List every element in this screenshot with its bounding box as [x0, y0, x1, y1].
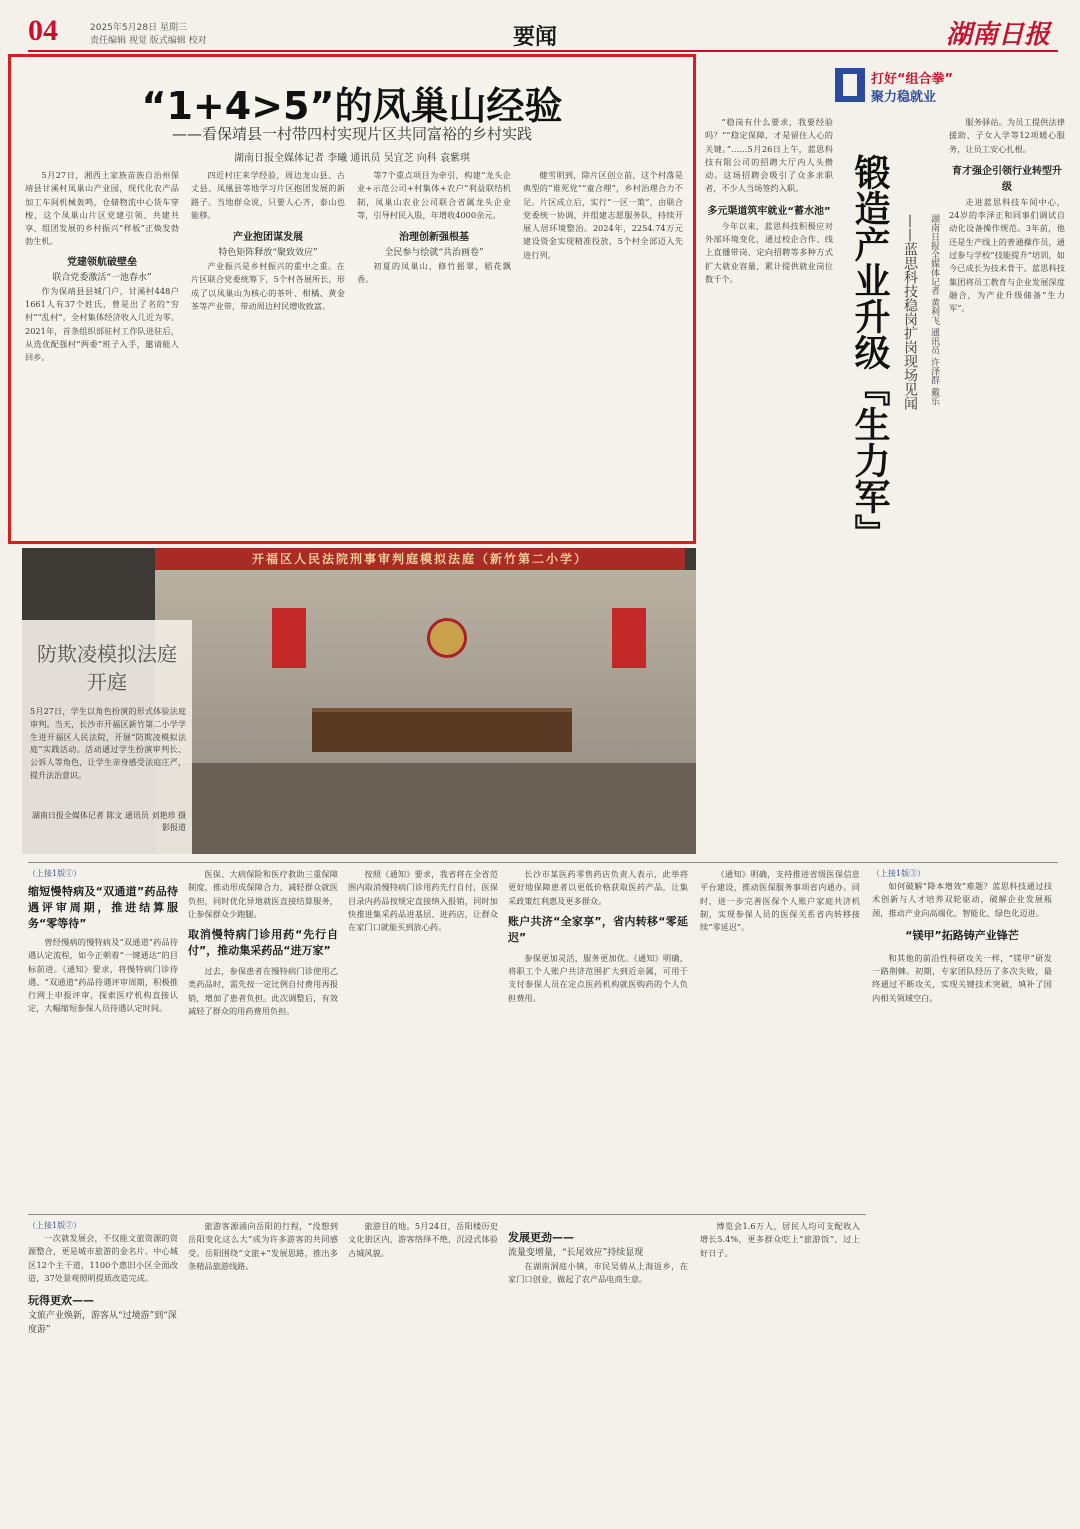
lower-d-title: 账户共济“全家享”，省内转移“零延迟” — [508, 914, 688, 944]
lower-col-f — [872, 868, 1052, 1508]
right-col-1-text-b: 今年以来，蓝思科技积极应对外部环境变化，通过校企合作、线上直播带岗、定向招聘等多种方式扩大就业容量，累计提供就业岗位数千个。 — [705, 220, 833, 284]
lower-f-continuation: （上接1版③） — [872, 869, 926, 878]
main-col-4 — [523, 169, 683, 539]
lower-col-k — [700, 1220, 860, 1520]
lower-col-h — [188, 1220, 338, 1520]
main-col-1 — [25, 169, 179, 539]
date-line: 2025年5月28日 星期三 — [90, 23, 187, 33]
right-col-1-text: “稳岗有什么要求，我要经验吗？”“稳定保障，才是留住人心的关键。”……5月26日上午，蓝思科技有限公司的招聘大厅内人头攒动。这场招聘会吸引了众多求职者，不少人当场签约入职。 — [705, 117, 833, 194]
right-headline: 锻造产业升级『生力军』 — [849, 154, 890, 550]
photo-credit: 湖南日报全媒体记者 陈文 通讯员 刘艳珍 摄影报道 — [31, 811, 186, 832]
right-subhead: ——蓝思科技稳岗扩岗现场见闻 — [902, 214, 918, 410]
court-banner: 开福区人民法院刑事审判庭模拟法庭（新竹第二小学） — [155, 548, 685, 570]
lower-col-g — [28, 1220, 178, 1520]
photo-title-line2: 开庭 — [87, 670, 127, 694]
page-number: 04 — [28, 14, 58, 47]
section-title: 要闻 — [513, 25, 558, 50]
main-col-3-text: 等7个重点项目为牵引，构建“龙头企业+示范公司+村集体+农户”利益联结机制，凤巢山农业公司联合省属龙头企业等，引导村民入股，年增收4000余元。 — [357, 170, 511, 220]
right-story — [705, 64, 1065, 854]
main-col-1-subhead: 党建领航破壁垒 — [67, 256, 137, 268]
lower-j-subhead: 流量变增量，“长尾效应”持续显现 — [508, 1248, 644, 1258]
mid-rule — [28, 862, 1058, 863]
main-col-1-subhead2: 联合党委激活“一池春水” — [52, 272, 152, 283]
photo-caption: 5月27日，学生以角色扮演的形式体验法庭审判。当天，长沙市开福区新竹第二小学学生进开福区人民法院，开展“防欺凌模拟法庭”实践活动。活动通过学生扮演审判长、公诉人等角色，让学生亲身感受法庭庄严，提升法治意识。 — [30, 707, 186, 780]
main-byline: 湖南日报全媒体记者 李曦 通讯员 吴宜芝 向科 袁紫琪 — [234, 153, 470, 164]
right-col-2-text-b: 走进蓝思科技车间中心，24岁的李泽正和同事们调试自动化设备操作规范。3年前，他还是生产线上的普通操作员，通过参与学校“技能提升”培训，如今已成长为技术骨干。蓝思科技集团将员工教育与企业发展深度融合，为产业升级储备“生力军”。 — [949, 196, 1065, 314]
main-col-2-text: 四近村庄来学经验，周边龙山县、古丈县、凤凰县等地学习片区抱团发展的新路子。当地群众说，只要人心齐，泰山也能移。 — [191, 170, 345, 220]
lower-j-text: 在湖南洞庭小镇，市民吴倩从上海返乡，在家门口创业，做起了农产品电商生意。 — [508, 1261, 688, 1285]
lower-e-text: 《通知》明确，支持推进省级医保信息平台建设，推动医保服务事项省内通办。同时，进一步完善医保个人账户家庭共济机制，实现参保人员的医保关系省内转移接续“零延迟”。 — [700, 869, 860, 933]
editors-line: 责任编辑 视觉 版式编辑 校对 — [90, 36, 207, 46]
main-col-2 — [191, 169, 345, 539]
lower-d-text: 长沙市某医药零售药店负责人表示，此举将更好地保障患者以更低价格获取医药产品，让集采政策红利惠及更多群众。 — [508, 869, 688, 906]
main-col-4-text: 健雪明到，除片区创立前，这个村落是典型的“谁死党”“童合理”，乡村治理合力不足。片区成立后，实行“一区一策”，由联合党委统一协调，并组建志愿服务队，持续开展人居环境整治。2024年，2254.74万元建设资金实现精准投放，5个村全部迈入先进行列。 — [523, 170, 683, 260]
lower-f-title: “镁甲”拓路铸产业锋芒 — [905, 928, 1019, 942]
main-subhead: ——看保靖县一村带四村实现片区共同富裕的乡村实践 — [171, 125, 532, 143]
employment-badge — [835, 64, 1055, 108]
lower-col-c — [348, 868, 498, 1208]
photo-title — [22, 640, 192, 696]
court-emblem-icon — [427, 618, 467, 658]
flag-right — [612, 608, 646, 668]
lower-col-b — [188, 868, 338, 1208]
lower-b-text: 医保、大病保险和医疗救助三重保障制度，推动形成保障合力，减轻群众就医负担，同时优化异地就医直接结算服务，让参保群众少跑腿。 — [188, 869, 338, 919]
photo-caption-box — [22, 620, 192, 854]
judge-bench — [312, 708, 572, 752]
right-col-2-text: 服务驿站。为员工提供法律援助、子女入学等12项暖心服务，让员工安心扎根。 — [949, 117, 1065, 154]
lower-c-text: 按照《通知》要求，我省将在全省范围内取消慢特病门诊用药先行自付，医保目录内药品按规定直接纳入报销，同时加快推进集采药品进基层、进药店，让群众在家门口就能买到放心药。 — [348, 869, 498, 933]
photo-title-line1: 防欺凌模拟法庭 — [37, 642, 177, 666]
main-col-1-text: 5月27日，湘西土家族苗族自治州保靖县甘溪村凤巢山产业园，现代化农产品加工车间机械轰鸣，仓储物流中心货车穿梭，这个凤巢山片区党建引领、共建共享、组团发展的乡村振兴“样板”正焕发勃勃生机。 — [25, 170, 179, 247]
right-col-2-subhead: 育才强企引领行业转型升级 — [952, 165, 1062, 193]
right-col-2 — [949, 116, 1065, 846]
badge-line1: 打好“组合拳” — [871, 72, 954, 87]
lower-a-title: 缩短慢特病及“双通道”药品待遇评审周期，推进结算服务“零等待” — [28, 885, 178, 930]
building-icon — [835, 68, 865, 102]
masthead — [0, 0, 1080, 52]
photo-floor — [155, 763, 696, 854]
lower-g-subhead: 文旅产业焕新，游客从“过境游”到“深度游” — [28, 1311, 177, 1336]
main-col-1-text-b: 作为保靖县县城门户，甘溪村448户1661人有37个姓氏，曾是出了名的“穷村”“乱村”，全村集体经济收入几近为零。2021年，首条组织部驻村工作队进驻后，从选优配强村“两委”班子入手，邀请能人回乡。 — [25, 285, 179, 363]
lower-g-text: 一次就发展会，不仅能文旅资源的资源整合，更是城市旅游的金名片。中心城区12个主干道，1100个惠旧小区全面改造，37处景观照明提质改造完成。 — [28, 1233, 178, 1283]
lower-rule — [28, 1214, 866, 1215]
lower-col-j — [508, 1220, 688, 1520]
right-byline: 湖南日报全媒体记者 黄利飞 通讯员 许泽群 戴乐 — [929, 214, 939, 406]
lower-col-d — [508, 868, 688, 1208]
main-story-box — [8, 54, 696, 544]
lower-i-text: 旅游目的地。5月24日，岳阳楼历史文化街区内，游客络绎不绝，沉浸式体验古城风貌。 — [348, 1221, 498, 1258]
main-col-3 — [357, 169, 511, 539]
paper-logo: 湖南日报 — [945, 20, 1050, 50]
flag-left — [272, 608, 306, 668]
lower-f-text: 如何破解“降本增效”难题？蓝思科技通过技术创新与人才培养双轮驱动，破解企业发展瓶颈，推动产业向高端化、智能化、绿色化迈进。 — [872, 881, 1052, 918]
lower-col-e — [700, 868, 860, 1208]
main-headline: “1+4>5”的凤巢山经验 — [141, 84, 563, 128]
lower-a-text: 曾经慢病的慢特病及“双通道”药品待遇认定流程，如今正朝着“一键通达”的目标前进。《通知》要求，将慢特病门诊待遇、“双通道”药品待遇评审周期，积极推行网上申报评审，探索医疗机构直接认定，大幅缩短参保人员待遇认定时间。 — [28, 937, 178, 1014]
lower-col-i — [348, 1220, 498, 1520]
lower-col-a — [28, 868, 178, 1208]
lower-f-text2: 和其他的前沿性科研攻关一样，“镁甲”研发一路荆棘。初期，专家团队经历了多次失败，最终通过不断攻关，实现关键技术突破，填补了国内相关领域空白。 — [872, 952, 1052, 1003]
main-col-3-text-b: 初夏的凤巢山，修竹摇翠，稻花飘香。 — [357, 261, 511, 285]
lower-a-continuation: （上接1版①） — [28, 869, 82, 878]
right-col-1-subhead: 多元渠道筑牢就业“蓄水池” — [707, 205, 831, 217]
main-col-3-subhead: 治理创新强根基 — [399, 232, 469, 244]
main-col-2-text-b: 产业振兴是乡村振兴的重中之重。在片区联合党委统筹下，5个村各展所长，形成了以凤巢山为核心的茶叶、柑橘、黄金茶等产业带，带动周边村民增收致富。 — [191, 261, 345, 312]
main-col-2-subhead: 产业抱团谋发展 — [233, 232, 303, 244]
lower-g-title: 玩得更欢—— — [28, 1294, 94, 1308]
lower-h-text: 旅游客源涌向岳阳的行程，“没想到岳阳变化这么大”成为许多游客的共同感受。岳阳围绕“文旅+”发展思路，推出多条精品旅游线路。 — [188, 1221, 338, 1271]
lower-b-text2: 过去，参保患者在慢特病门诊使用乙类药品时，需先按一定比例自付费用再报销，增加了患者负担。此次调整后，有效减轻了群众的用药费用负担。 — [188, 966, 338, 1017]
lower-g-continuation: （上接1版②） — [28, 1221, 82, 1230]
lower-k-text: 博览会1.6万人，居民人均可支配收入增长5.4%，更多群众吃上“旅游饭”，过上好日子。 — [700, 1221, 860, 1258]
badge-line2: 聚力稳就业 — [871, 90, 937, 105]
lower-d-text2: 参保更加灵活，服务更加优。《通知》明确，将职工个人账户共济范围扩大到近亲属，可用于支付参保人员在定点医药机构就医购药的个人负担费用。 — [508, 952, 688, 1003]
lower-b-title: 取消慢特病门诊用药“先行自付”，推动集采药品“进万家” — [188, 928, 338, 958]
masthead-rule — [28, 50, 1058, 52]
main-col-3-subhead2: 全民参与绘就“共治画卷” — [384, 248, 484, 259]
lower-j-title: 发展更劲—— — [508, 1231, 574, 1244]
main-col-2-subhead2: 特色矩阵释放“聚致效应” — [218, 248, 318, 259]
right-col-1 — [705, 116, 833, 846]
